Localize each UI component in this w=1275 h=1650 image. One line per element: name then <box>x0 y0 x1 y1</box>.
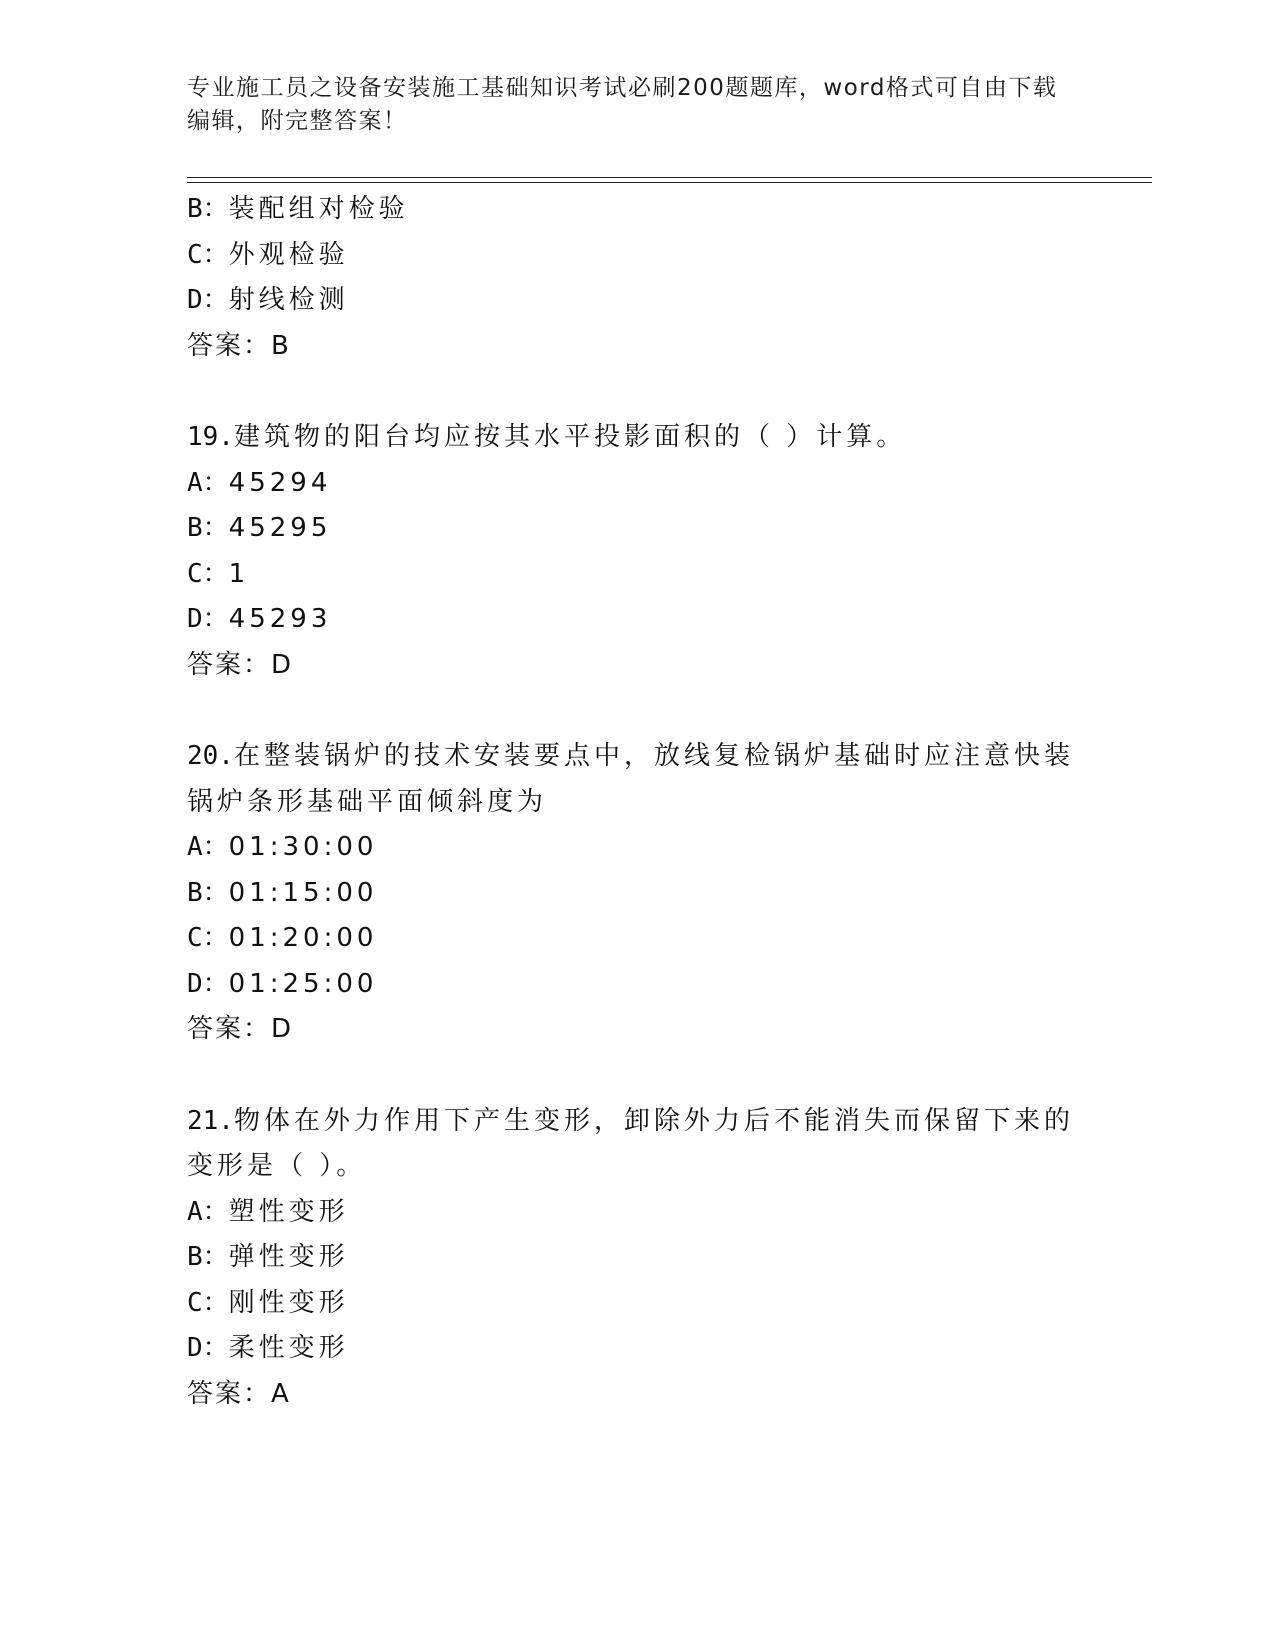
header-rule-bottom <box>187 182 1152 183</box>
option-a: A：01:30:00 <box>187 832 378 862</box>
option-b: B：弹性变形 <box>187 1242 349 1272</box>
option-c: C：刚性变形 <box>187 1287 349 1318</box>
option-d: D：45293 <box>187 604 332 634</box>
question-list <box>187 187 1087 1417</box>
header-rule-top <box>187 177 1152 178</box>
option-c: C：01:20:00 <box>187 923 378 953</box>
document-header: 专业施工员之设备安装施工基础知识考试必刷200题题库，word格式可自由下载编辑，附完整答案！ <box>187 75 1058 134</box>
option-a: A：45294 <box>187 467 332 498</box>
option-b: B：01:15:00 <box>187 877 378 908</box>
option-d: D：射线检测 <box>187 285 349 315</box>
question-stem: 20.在整装锅炉的技术安装要点中，放线复检锅炉基础时应注意快装锅炉条形基础平面倾斜度为 <box>187 741 1074 817</box>
option-d: D：柔性变形 <box>187 1333 349 1363</box>
answer-line: 答案：D <box>187 1014 294 1044</box>
question-18-tail <box>187 187 1087 369</box>
spacer <box>187 369 1087 415</box>
option-c: C：外观检验 <box>187 239 349 270</box>
option-c: C：1 <box>187 558 250 589</box>
question-stem: 21.物体在外力作用下产生变形，卸除外力后不能消失而保留下来的变形是（ ）。 <box>187 1105 1074 1181</box>
question-19 <box>187 415 1087 688</box>
question-21 <box>187 1099 1087 1418</box>
answer-line: 答案：A <box>187 1378 291 1409</box>
answer-line: 答案：D <box>187 649 294 680</box>
answer-line: 答案：B <box>187 330 291 361</box>
option-a: A：塑性变形 <box>187 1196 349 1227</box>
question-20 <box>187 734 1087 1053</box>
question-stem: 19.建筑物的阳台均应按其水平投影面积的（ ）计算。 <box>187 422 907 452</box>
spacer <box>187 1053 1087 1099</box>
spacer <box>187 688 1087 734</box>
option-b: B：45295 <box>187 513 332 543</box>
option-d: D：01:25:00 <box>187 968 378 999</box>
option-b: B：装配组对检验 <box>187 194 409 224</box>
